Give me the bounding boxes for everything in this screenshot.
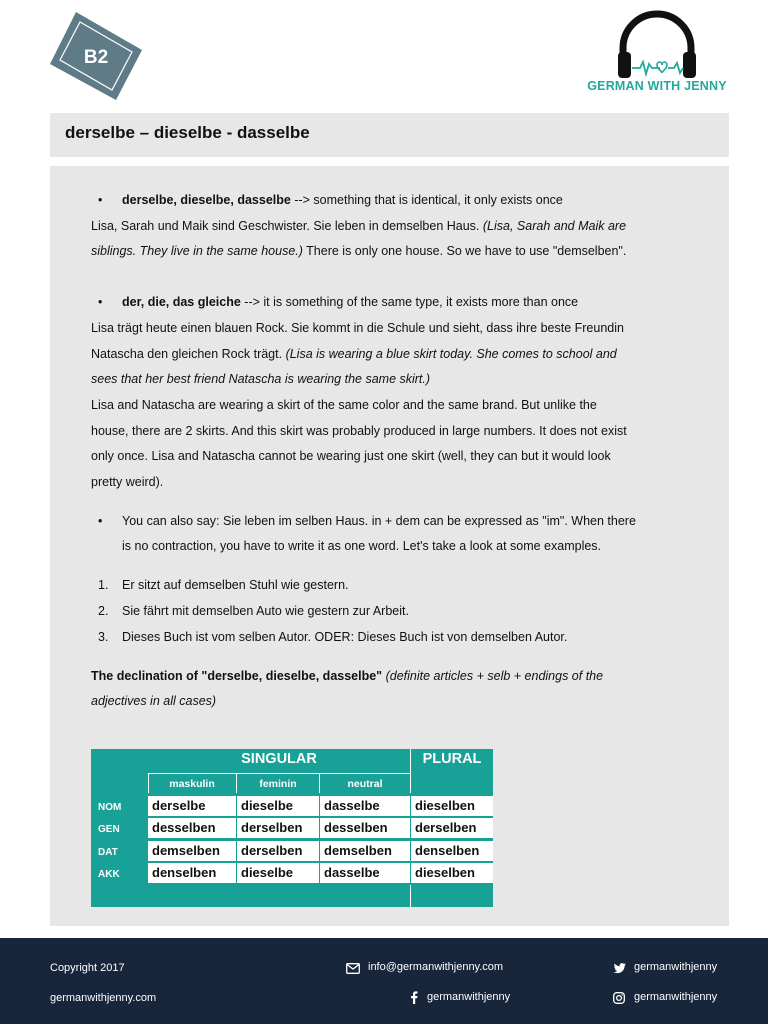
logo-text: GERMAN WITH JENNY xyxy=(587,79,727,93)
example-text: Sie fährt mit demselben Auto wie gestern zur Arbeit. xyxy=(122,603,409,618)
paragraph-line: Lisa trägt heute einen blauen Rock. Sie kommt in die Schule und sieht, dass ihre beste Freundin xyxy=(91,320,624,335)
case-label-dat: DAT xyxy=(98,847,118,858)
table-cell: dieselbe xyxy=(237,863,319,883)
paragraph-line xyxy=(91,342,689,368)
bullet-gleiche xyxy=(91,290,689,316)
footer-email-link[interactable]: info@germanwithjenny.com xyxy=(368,961,504,973)
footer-instagram-link[interactable]: germanwithjenny xyxy=(634,991,718,1003)
table-cell: denselben xyxy=(148,863,236,883)
level-badge-text: B2 xyxy=(83,47,109,68)
paragraph-line: Lisa and Natascha are wearing a skirt of the same color and the same brand. But unlike the xyxy=(91,397,597,412)
text-line: is no contraction, you have to write it as one word. Let's take a look at some examples. xyxy=(122,539,602,554)
header-plural: PLURAL xyxy=(422,751,482,767)
mail-icon xyxy=(346,963,360,974)
example-item-2 xyxy=(91,599,689,625)
text-line: Natascha den gleichen Rock trägt. xyxy=(91,346,286,361)
table-divider xyxy=(148,773,410,774)
bullet-gleiche-rest: --> it is something of the same type, it exists more than once xyxy=(240,295,579,310)
example-item-1 xyxy=(91,573,689,599)
bullet-gleiche-bold: der, die, das gleiche xyxy=(122,295,241,310)
italic-text: siblings. They live in the same house.) xyxy=(91,244,303,259)
table-divider xyxy=(410,885,411,907)
spacer xyxy=(91,265,689,290)
level-badge-shape xyxy=(50,12,142,100)
example-number: 2. xyxy=(98,603,109,618)
table-divider xyxy=(148,773,149,793)
table-cell: denselben xyxy=(411,841,493,861)
page-title: derselbe – dieselbe - dasselbe xyxy=(65,123,310,142)
headphones-icon xyxy=(582,8,732,80)
footer-website-link[interactable]: germanwithjenny.com xyxy=(50,992,157,1004)
facebook-icon xyxy=(410,991,418,1004)
table-cell: desselben xyxy=(148,818,236,838)
gender-feminin: feminin xyxy=(259,778,297,790)
table-cell: derselben xyxy=(237,818,319,838)
bullet-derselbe-bold: derselbe, dieselbe, dasselbe xyxy=(122,193,291,207)
paragraph-line: pretty weird). xyxy=(91,475,164,490)
spacer xyxy=(91,560,689,573)
declination-heading xyxy=(91,664,689,690)
paragraph-line xyxy=(91,214,689,240)
instagram-icon xyxy=(613,992,625,1004)
twitter-icon xyxy=(613,963,626,974)
gender-neutral: neutral xyxy=(347,778,383,790)
footer-twitter-link[interactable]: germanwithjenny xyxy=(634,961,718,973)
italic-text: (Lisa is wearing a blue skirt today. She comes to school and xyxy=(285,346,617,361)
table-divider xyxy=(410,749,411,793)
footer-copyright: Copyright 2017 xyxy=(50,962,125,974)
paragraph-line: house, there are 2 skirts. And this skirt was probably produced in large numbers. It does not exist xyxy=(91,423,627,438)
bullet-derselbe-rest: --> something that is identical, it only exists once xyxy=(290,193,563,207)
table-cell: dieselben xyxy=(411,863,493,883)
spacer xyxy=(91,496,689,509)
paragraph-line xyxy=(91,367,689,393)
table-cell: dieselbe xyxy=(237,796,319,816)
example-number: 1. xyxy=(98,578,109,593)
table-cell: dieselben xyxy=(411,796,493,816)
text-line: You can also say: Sie leben im selben Haus. in + dem can be expressed as "im". When there xyxy=(122,513,636,528)
example-item-3 xyxy=(91,625,689,651)
footer xyxy=(0,938,768,1024)
paragraph-line xyxy=(91,239,689,265)
table-divider xyxy=(319,773,320,793)
declination-heading-bold: The declination of "derselbe, dieselbe, dasselbe" xyxy=(91,668,383,683)
italic-text: adjectives in all cases) xyxy=(91,694,217,709)
table-cell: dasselbe xyxy=(320,796,410,816)
case-label-nom: NOM xyxy=(98,802,122,813)
example-text: Er sitzt auf demselben Stuhl wie gestern. xyxy=(122,578,349,593)
spacer xyxy=(91,651,689,664)
declination-heading-line2 xyxy=(91,689,689,715)
table-divider xyxy=(236,773,237,793)
bullet-selben xyxy=(91,509,689,560)
table-cell: derselben xyxy=(237,841,319,861)
text-line: Lisa, Sarah und Maik sind Geschwister. Sie leben in demselben Haus. xyxy=(91,218,483,233)
example-number: 3. xyxy=(98,629,109,644)
bullet-derselbe xyxy=(91,188,689,214)
footer-facebook-link[interactable]: germanwithjenny xyxy=(427,991,511,1003)
table-cell: desselben xyxy=(320,818,410,838)
italic-text: (Lisa, Sarah and Maik are xyxy=(482,218,627,233)
table-cell: demselben xyxy=(148,841,236,861)
italic-text: sees that her best friend Natascha is wearing the same skirt.) xyxy=(91,372,431,387)
gender-maskulin: maskulin xyxy=(169,778,215,790)
logo xyxy=(582,8,732,96)
header-singular: SINGULAR xyxy=(241,751,317,767)
example-text: Dieses Buch ist vom selben Autor. ODER: Dieses Buch ist von demselben Autor. xyxy=(122,629,568,644)
table-cell: demselben xyxy=(320,841,410,861)
italic-text: (definite articles + selb + endings of the xyxy=(382,668,604,683)
case-label-gen: GEN xyxy=(98,824,120,835)
level-badge xyxy=(50,12,142,100)
paragraph-line: only once. Lisa and Natascha cannot be wearing just one skirt (well, they can but it would look xyxy=(91,449,611,464)
title-bar xyxy=(50,113,729,157)
declination-table xyxy=(91,749,493,907)
table-cell: dasselbe xyxy=(320,863,410,883)
table-cell: derselbe xyxy=(148,796,236,816)
case-label-akk: AKK xyxy=(98,869,120,880)
text-line: There is only one house. So we have to use "demselben". xyxy=(302,244,627,259)
table-cell: derselben xyxy=(411,818,493,838)
